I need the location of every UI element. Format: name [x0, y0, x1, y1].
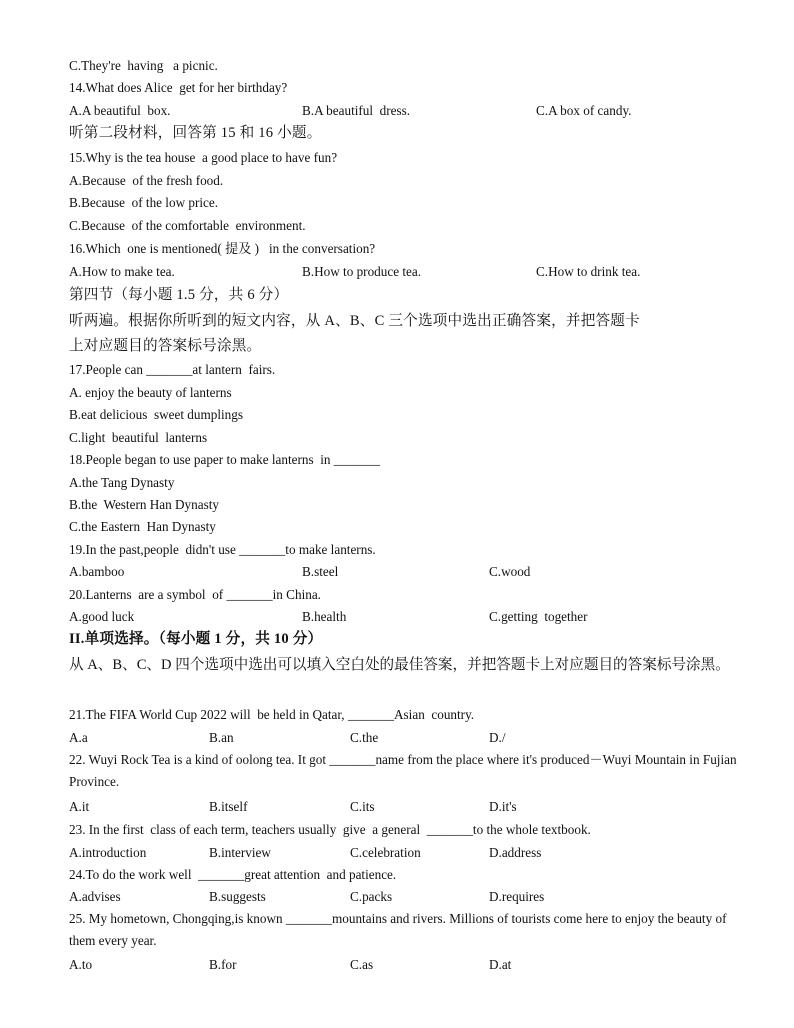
q16-option-a: A.How to make tea.	[69, 264, 175, 279]
q17-stem: 17.People can _______at lantern fairs.	[69, 362, 276, 377]
q23-stem: 23. In the first class of each term, teachers usually give a general _______to the whole textbook.	[69, 822, 591, 837]
q22-option-a: A.it	[69, 799, 90, 814]
part-2-instruction: 从 A、B、C、D 四个选项中选出可以填入空白处的最佳答案，并把答题卡上对应题目的答案标号涂黑。	[69, 657, 730, 673]
q21-option-a: A.a	[69, 730, 88, 745]
q23-option-b: B.interview	[209, 845, 271, 860]
q20-stem: 20.Lanterns are a symbol of _______in China.	[69, 587, 321, 602]
q25-option-a: A.to	[69, 957, 93, 972]
q16-option-b: B.How to produce tea.	[302, 264, 422, 279]
section-4-instruction-line-2: 上对应题目的答案标号涂黑。	[69, 338, 262, 354]
q17-option-c: C.light beautiful lanterns	[69, 430, 208, 445]
q24-option-a: A.advises	[69, 889, 121, 904]
q17-option-b: B.eat delicious sweet dumplings	[69, 407, 243, 422]
q19-option-a: A.bamboo	[69, 564, 125, 579]
q19-option-b: B.steel	[302, 564, 339, 579]
q24-option-d: D.requires	[489, 889, 545, 904]
q15-option-b: B.Because of the low price.	[69, 195, 219, 210]
q18-option-a: A.the Tang Dynasty	[69, 475, 175, 490]
q16-option-c: C.How to drink tea.	[536, 264, 641, 279]
q24-option-b: B.suggests	[209, 889, 266, 904]
part-2-heading: II.单项选择。（每小题 1 分，共 10 分）	[69, 631, 323, 647]
q14-stem: 14.What does Alice get for her birthday?	[69, 80, 288, 95]
q22-option-d: D.it's	[489, 799, 517, 814]
q21-option-c: C.the	[350, 730, 379, 745]
q24-option-c: C.packs	[350, 889, 393, 904]
q22-option-c: C.its	[350, 799, 375, 814]
q18-option-c: C.the Eastern Han Dynasty	[69, 519, 216, 534]
q19-stem: 19.In the past,people didn't use _______to make lanterns.	[69, 542, 376, 557]
q25-option-d: D.at	[489, 957, 512, 972]
q15-option-a: A.Because of the fresh food.	[69, 173, 224, 188]
section-4-heading: 第四节（每小题 1.5 分，共 6 分）	[69, 287, 289, 303]
q21-option-b: B.an	[209, 730, 234, 745]
q22-stem: 22. Wuyi Rock Tea is a kind of oolong tea. It got _______name from the place where it's produced－Wuyi Mountain in Fujian Province.	[69, 752, 737, 789]
q14-option-b: B.A beautiful dress.	[302, 103, 411, 118]
q23-option-d: D.address	[489, 845, 542, 860]
q23-option-c: C.celebration	[350, 845, 421, 860]
q16-stem: 16.Which one is mentioned( 提及 ) in the conversation?	[69, 241, 376, 256]
q21-stem: 21.The FIFA World Cup 2022 will be held in Qatar, _______Asian country.	[69, 707, 475, 722]
q20-option-a: A.good luck	[69, 609, 135, 624]
q15-option-c: C.Because of the comfortable environment.	[69, 218, 306, 233]
section-4-instruction-line-1: 听两遍。根据你所听到的短文内容，从 A、B、C 三个选项中选出正确答案，并把答题卡	[69, 313, 640, 329]
q21-option-d: D./	[489, 730, 506, 745]
q17-option-a: A. enjoy the beauty of lanterns	[69, 385, 232, 400]
q25-option-b: B.for	[209, 957, 237, 972]
q25-stem: 25. My hometown, Chongqing,is known _______mountains and rivers. Millions of tourists come here to enjoy the beauty of them every year.	[69, 911, 727, 948]
section-2-heading: 听第二段材料，回答第 15 和 16 小题。	[69, 125, 322, 141]
q19-option-c: C.wood	[489, 564, 531, 579]
q13-option-c: C.They're having a picnic.	[69, 58, 218, 73]
q20-option-c: C.getting together	[489, 609, 588, 624]
q18-option-b: B.the Western Han Dynasty	[69, 497, 219, 512]
q14-option-a: A.A beautiful box.	[69, 103, 171, 118]
q20-option-b: B.health	[302, 609, 347, 624]
q24-stem: 24.To do the work well _______great attention and patience.	[69, 867, 397, 882]
q14-option-c: C.A box of candy.	[536, 103, 632, 118]
q25-option-c: C.as	[350, 957, 374, 972]
q22-option-b: B.itself	[209, 799, 248, 814]
q18-stem: 18.People began to use paper to make lanterns in _______	[69, 452, 380, 467]
q23-option-a: A.introduction	[69, 845, 147, 860]
q15-stem: 15.Why is the tea house a good place to have fun?	[69, 150, 338, 165]
